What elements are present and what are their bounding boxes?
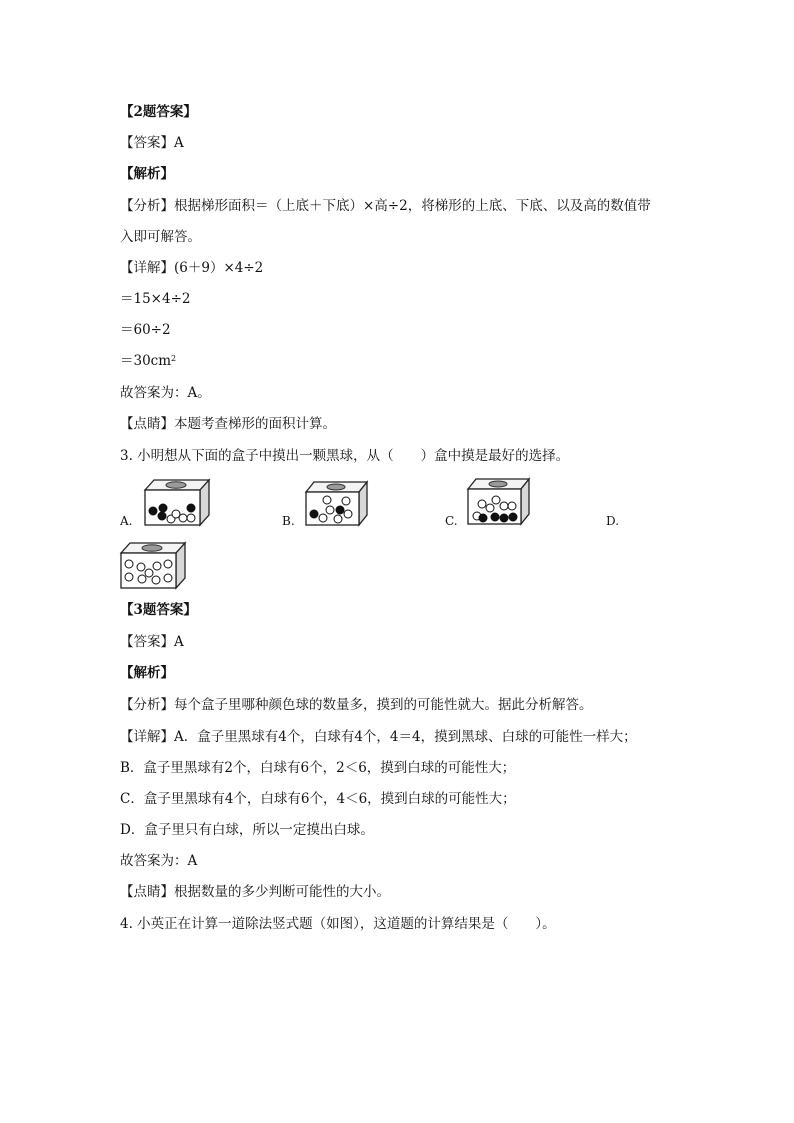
q3-detail-d: D．盒子里只有白球，所以一定摸出白球。	[120, 822, 374, 838]
q4-question: 4. 小英正在计算一道除法竖式题（如图），这道题的计算结果是（ ）。	[120, 916, 556, 932]
q2-step1: ＝15×4÷2	[120, 291, 191, 307]
q3-dianjing: 【点睛】根据数量的多少判断可能性的大小。	[120, 884, 390, 900]
q2-conclusion: 故答案为：A。	[120, 385, 211, 401]
q2-step3	[120, 352, 176, 370]
q3-detail-b: B．盒子里黑球有2个，白球有6个，2＜6，摸到白球的可能性大；	[120, 760, 516, 776]
q3-detail-a: 【详解】A．盒子里黑球有4个，白球有4个，4＝4，摸到黑球、白球的可能性一样大；	[120, 729, 637, 745]
q2-answer: 【答案】A	[120, 135, 184, 151]
option-d-label: D.	[606, 514, 620, 528]
option-a-label: A.	[120, 514, 133, 528]
q2-fenxi-line1: 【分析】根据梯形面积＝（上底＋下底）×高÷2，将梯形的上底、下底、以及高的数值带	[120, 198, 651, 214]
q2-fenxi-line2: 入即可解答。	[120, 229, 201, 245]
q3-fenxi: 【分析】每个盒子里哪种颜色球的数量多，摸到的可能性就大。据此分析解答。	[120, 697, 593, 713]
q3-question: 3. 小明想从下面的盒子中摸出一颗黑球，从（ ）盒中摸是最好的选择。	[120, 448, 570, 464]
option-c-label: C.	[445, 514, 458, 528]
box-a-figure	[143, 477, 211, 527]
q2-step3-sup: 2	[171, 354, 177, 363]
q2-dianjing: 【点睛】本题考查梯形的面积计算。	[120, 416, 336, 432]
q3-answer-header: 【3题答案】	[120, 602, 197, 618]
q3-answer: 【答案】A	[120, 634, 184, 650]
q3-detail-c: C．盒子里黑球有4个，白球有6个，4＜6，摸到白球的可能性大；	[120, 791, 516, 807]
q2-step3-text: ＝30cm	[120, 353, 172, 369]
q2-analysis-header: 【解析】	[120, 166, 174, 182]
q2-answer-header: 【2题答案】	[120, 104, 197, 120]
box-d-figure	[119, 540, 187, 590]
q3-conclusion: 故答案为：A	[120, 853, 198, 869]
q3-analysis-header: 【解析】	[120, 665, 174, 681]
box-b-figure	[304, 479, 370, 527]
q2-step2: ＝60÷2	[120, 322, 171, 338]
option-b-label: B.	[282, 514, 295, 528]
box-c-figure	[466, 476, 532, 526]
q2-xiangjie: 【详解】(6＋9）×4÷2	[120, 260, 264, 276]
